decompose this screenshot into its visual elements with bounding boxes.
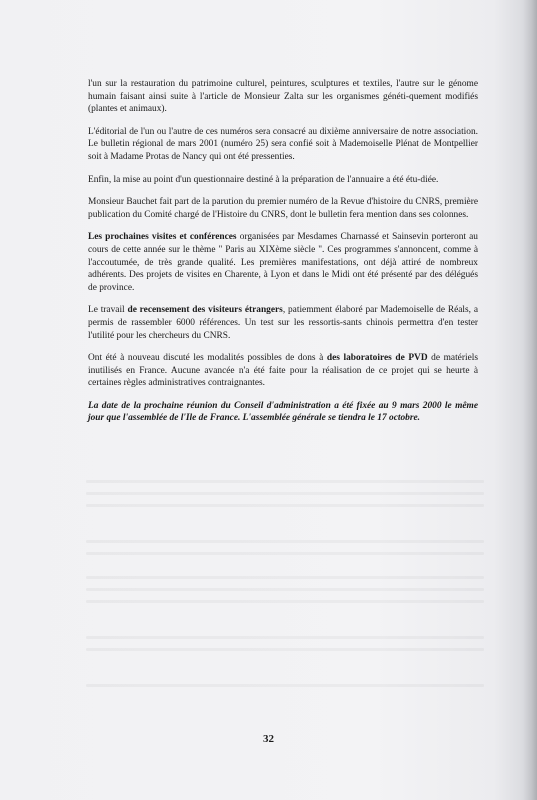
paragraph-visits bbox=[88, 231, 478, 294]
show-through-line bbox=[86, 504, 484, 507]
paragraph-pvd bbox=[88, 352, 478, 390]
visits-text: organisées par Mesdames Charnassé et Sainsevin porteront au cours de cette année sur le thème " Paris au XIXème siècle ". Ces programmes s'annoncent, comme à l'accoutumée, de très grande qualité. Les premières manifestations, ont déjà attiré de nombreux adhérents. Des projets de visites en Charente, à Lyon et dans le Midi ont été présenté par des délégués de province. bbox=[88, 232, 478, 293]
page-edge-shadow bbox=[523, 0, 537, 800]
show-through-line bbox=[86, 480, 484, 483]
paragraph-questionnaire: Enfin, la mise au point d'un questionnaire destiné à la préparation de l'annuaire a été étu-diée. bbox=[88, 174, 439, 185]
show-through-line bbox=[86, 552, 484, 555]
show-through-line bbox=[86, 648, 484, 651]
show-through-line bbox=[86, 576, 484, 579]
paragraph-revue: Monsieur Bauchet fait part de la parution du premier numéro de la Revue d'histoire du CNRS, première publication du Comité chargé de l'Histoire du CNRS, dont le bulletin fera mention dans ses colonnes. bbox=[88, 197, 478, 220]
pvd-text: de matériels inutilisés en France. Aucune avancée n'a été faite pour la réalisation de ce projet qui se heurte à certaines règles administratives contraignantes. bbox=[88, 353, 478, 389]
show-through-line bbox=[86, 684, 484, 687]
show-through-line bbox=[86, 600, 484, 603]
show-through-line bbox=[86, 540, 484, 543]
body-text bbox=[88, 78, 478, 435]
pvd-heading: des laboratoires de PVD bbox=[326, 353, 428, 364]
census-text: , patiemment élaboré par Mademoiselle de Réals, a permis de rassembler 6000 références. Un test sur les ressortis-sants chinois permettra d'en tester l'utilité pour les chercheurs du CNRS. bbox=[88, 305, 479, 341]
show-through-line bbox=[86, 492, 484, 495]
show-through-line bbox=[86, 636, 484, 639]
census-heading: de recensement des visiteurs étrangers bbox=[127, 305, 283, 316]
visits-heading: Les prochaines visites et conférences bbox=[88, 232, 237, 243]
paragraph-census bbox=[88, 304, 478, 342]
paragraph-restoration: l'un sur la restauration du patrimoine culturel, peintures, sculptures et textiles, l'autre sur le génome humain faisant ainsi suite à l'article de Monsieur Zalta sur les organismes généti-quement modifiés (plantes et animaux). bbox=[88, 79, 478, 115]
show-through-line bbox=[86, 588, 484, 591]
census-intro: Le travail bbox=[88, 305, 128, 316]
paragraph-closing: La date de la prochaine réunion du Conseil d'administration a été fixée au 9 mars 2000 le même jour que l'assemblée de l'Ile de France. L'assemblée générale se tiendra le 17 octobre. bbox=[88, 400, 478, 424]
paragraph-editorial: L'éditorial de l'un ou l'autre de ces numéros sera consacré au dixième anniversaire de notre association. Le bulletin régional de mars 2001 (numéro 25) sera confié soit à Mademoiselle Plénat de Montpellier soit à Madame Protas de Nancy qui ont été pressenties. bbox=[88, 126, 478, 162]
page-number: 32 bbox=[263, 733, 274, 745]
pvd-intro: Ont été à nouveau discuté les modalités possibles de dons à bbox=[88, 353, 327, 364]
